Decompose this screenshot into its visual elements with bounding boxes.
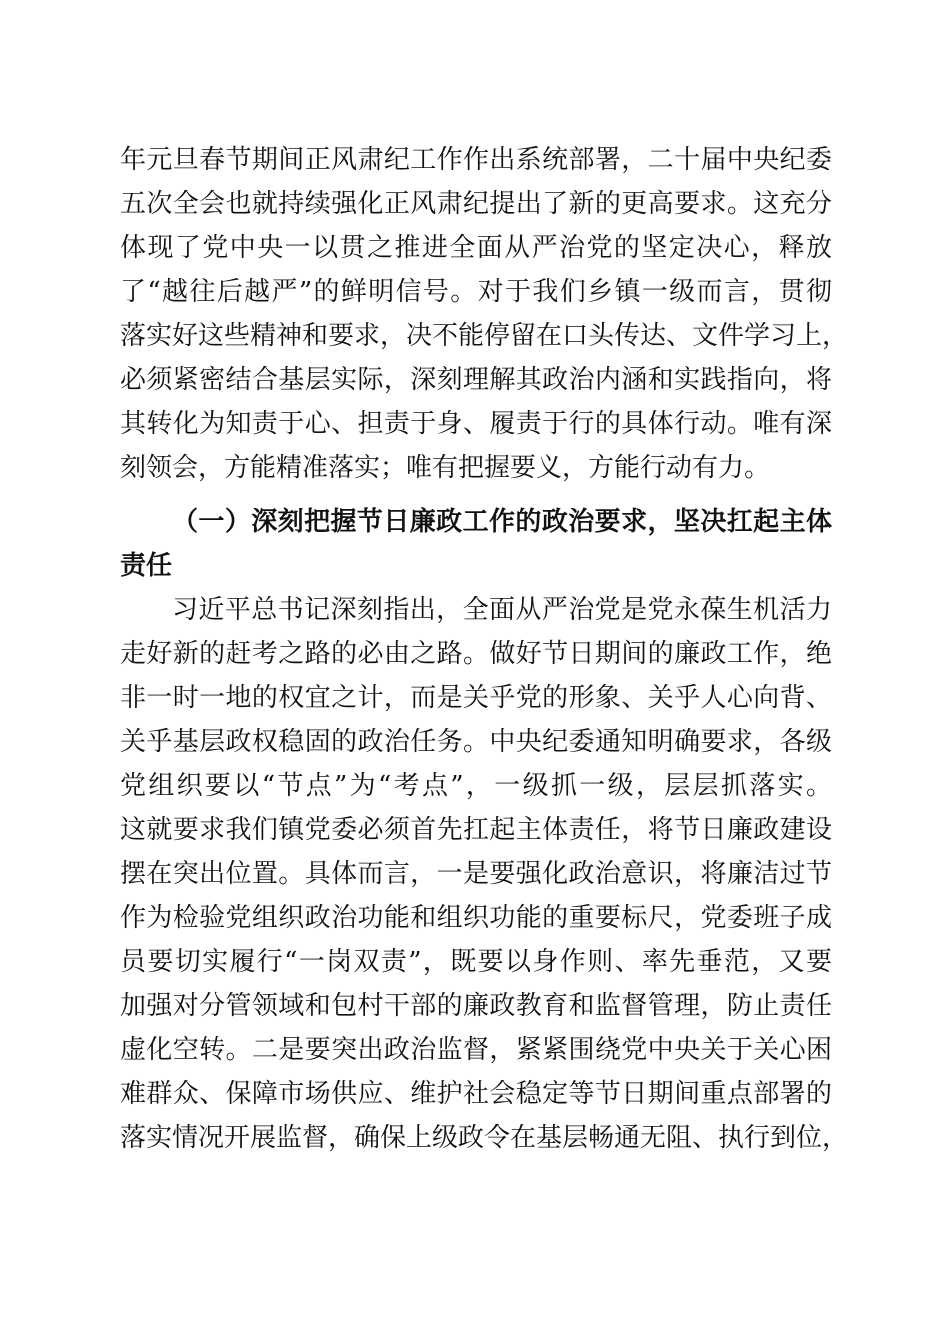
paragraph-line: 走好新的赶考之路的必由之路。做好节日期间的廉政工作，绝 — [120, 639, 832, 669]
paragraph-line: 了“越往后越严”的鲜明信号。对于我们乡镇一级而言，贯彻 — [120, 277, 832, 307]
section-heading-continued: 责任 — [120, 551, 173, 581]
paragraph-line: 其转化为知责于心、担责于身、履责于行的具体行动。唯有深 — [120, 409, 832, 439]
paragraph-line: 年元旦春节期间正风肃纪工作作出系统部署，二十届中央纪委 — [120, 145, 832, 175]
paragraph-line: 非一时一地的权宜之计，而是关乎党的形象、关乎人心向背、 — [120, 683, 832, 713]
paragraph-line: 党组织要以“节点”为“考点”，一级抓一级，层层抓落实。 — [120, 771, 832, 801]
paragraph-line: 落实好这些精神和要求，决不能停留在口头传达、文件学习上， — [120, 321, 849, 351]
paragraph-line: 习近平总书记深刻指出，全面从严治党是党永葆生机活力 — [172, 595, 832, 625]
paragraph-line: 体现了党中央一以贯之推进全面从严治党的坚定决心，释放 — [120, 233, 832, 263]
paragraph-line: 必须紧密结合基层实际，深刻理解其政治内涵和实践指向，将 — [120, 365, 832, 395]
paragraph-line: 作为检验党组织政治功能和组织功能的重要标尺，党委班子成 — [120, 903, 832, 933]
paragraph-line: 加强对分管领域和包村干部的廉政教育和监督管理，防止责任 — [120, 991, 832, 1021]
paragraph-line: 这就要求我们镇党委必须首先扛起主体责任，将节日廉政建设 — [120, 815, 832, 845]
paragraph-line: 刻领会，方能精准落实；唯有把握要义，方能行动有力。 — [120, 453, 771, 483]
paragraph-line: 难群众、保障市场供应、维护社会稳定等节日期间重点部署的 — [120, 1079, 832, 1109]
paragraph-line: 五次全会也就持续强化正风肃纪提出了新的更高要求。这充分 — [120, 189, 832, 219]
paragraph-line: 员要切实履行“一岗双责”，既要以身作则、率先垂范，又要 — [120, 947, 832, 977]
paragraph-line: 落实情况开展监督，确保上级政令在基层畅通无阻、执行到位， — [120, 1123, 849, 1153]
section-heading: （一）深刻把握节日廉政工作的政治要求，坚决扛起主体 — [172, 507, 832, 537]
paragraph-line: 摆在突出位置。具体而言，一是要强化政治意识，将廉洁过节 — [120, 859, 832, 889]
paragraph-line: 关乎基层政权稳固的政治任务。中央纪委通知明确要求，各级 — [120, 727, 832, 757]
paragraph-line: 虚化空转。二是要突出政治监督，紧紧围绕党中央关于关心困 — [120, 1035, 832, 1065]
